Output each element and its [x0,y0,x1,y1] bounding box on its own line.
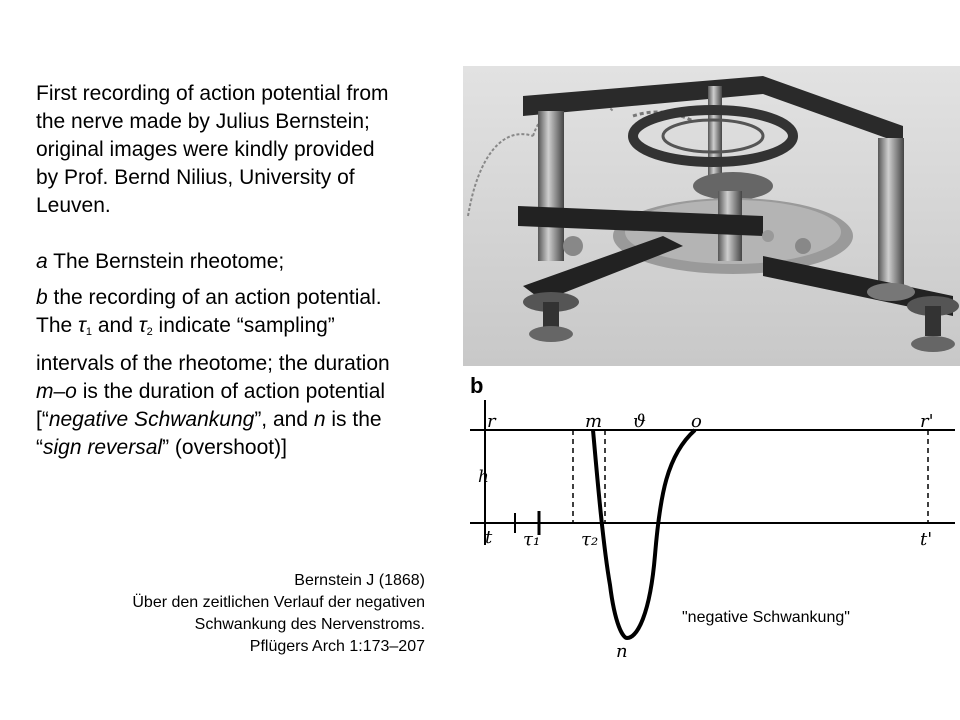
legend-b-text: “ [36,436,43,459]
legend-b-text: is the [325,408,382,431]
tau-subscript: 2 [146,326,153,338]
legend-b-line4 [36,378,446,406]
citation-line: Über den zeitlichen Verlauf der negativen [132,594,425,611]
legend-a-letter: a [36,250,48,273]
n-term: n [313,408,326,431]
legend-b-text: indicate “sampling” [152,314,335,337]
label-h: h [478,467,489,487]
label-r: r [487,411,496,432]
sign-term: sign reversal [43,436,163,459]
label-t-prime: t' [920,529,933,550]
legend-b-text: The [36,314,79,337]
legend-b-text: and [92,314,139,337]
legend-b-line6 [36,434,446,462]
citation-line: Schwankung des Nervenstroms. [194,616,425,633]
label-o: o [691,411,702,432]
description-line: by Prof. Bernd Nilius, University of [36,166,355,189]
label-theta: ϑ [633,411,646,432]
action-potential-curve [593,430,695,638]
rheotome-photo [463,66,960,366]
tau-symbol: τ [138,314,147,337]
panel-b-label: b [470,373,484,398]
legend-b-line2 [36,312,446,346]
legend-b-text: ” (overshoot)] [162,436,287,459]
legend-b-letter: b [36,286,48,309]
description-line: the nerve made by Julius Bernstein; [36,110,370,133]
label-t: t [485,527,493,548]
legend-b-text: is the duration of action potential [76,380,386,403]
legend-b-text: [“ [36,408,49,431]
legend-b-line3: intervals of the rheotome; the duration [36,352,390,375]
citation-line: Pflügers Arch 1:173–207 [249,638,425,655]
legend-a [36,248,446,276]
legend-b-text: the recording of an action potential. [47,286,382,309]
label-tau2: τ₂ [581,529,599,550]
mo-term: m–o [36,380,77,403]
tau-subscript: 1 [85,326,93,338]
legend-b-line1 [36,284,446,312]
tau-symbol: τ [78,314,86,337]
label-r-prime: r' [920,411,934,432]
description-line: Leuven. [36,194,111,217]
citation-line: Bernstein J (1868) [294,572,425,589]
description-text [36,80,446,462]
negative-schwankung-label: "negative Schwankung" [682,609,850,626]
label-n: n [616,641,628,660]
neg-term: negative Schwankung [48,408,255,431]
label-tau1: τ₁ [523,529,541,550]
legend-a-text: The Bernstein rheotome; [47,250,285,273]
rheotome-illustration [463,66,960,366]
description-line: original images were kindly provided [36,138,375,161]
label-m: m [585,411,603,432]
description-line: First recording of action potential from [36,82,389,105]
citation [60,570,425,658]
legend-b-line5 [36,406,446,434]
legend-b-text: ”, and [254,408,314,431]
